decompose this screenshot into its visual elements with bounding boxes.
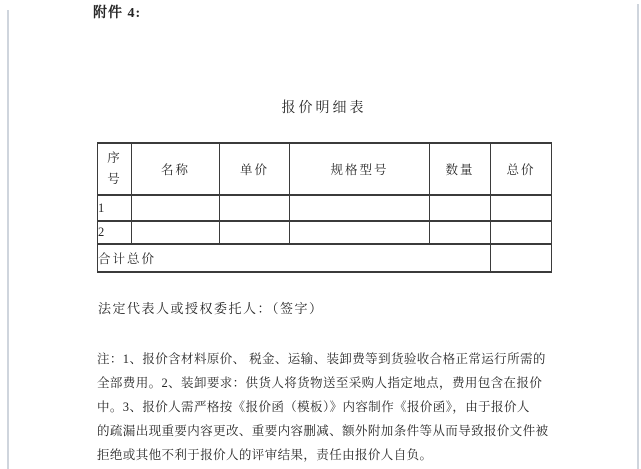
table-total-row [98,244,552,272]
table-row-1 [98,195,552,221]
page-edge-right [637,4,639,469]
header-seq-label: 序号 [107,151,122,186]
note-line-4: 的疏漏出现重要内容更改、重要内容删减、额外附加条件等从而导致报价文件被 [97,424,549,438]
row2-spec-cell [290,221,430,244]
quotation-table [97,142,552,273]
note-line-1: 注：1、报价含材料原价、 税金、运输、装卸费等到货验收合格正常运行所需的 [97,352,546,366]
notes-paragraph [97,347,555,467]
row2-name-cell [132,221,220,244]
header-cell-spec: 规格型号 [290,143,430,195]
total-value-cell [491,244,552,272]
row2-qty-cell [430,221,491,244]
row1-unit-price-cell [220,195,290,221]
row1-name-cell [132,195,220,221]
note-line-5: 拒绝或其他不利于报价人的评审结果，责任由报价人自负。 [97,448,433,462]
note-line-2: 全部费用。2、装卸要求：供货人将货物送至采购人指定地点，费用包含在报价 [97,376,543,390]
row2-unit-price-cell [220,221,290,244]
row1-total-cell [491,195,552,221]
header-cell-qty: 数量 [430,143,491,195]
attachment-label: 附件 4: [93,6,142,21]
note-line-3: 中。3、报价人需严格按《报价函（模板）》内容制作《报价函》，由于报价人 [97,400,530,414]
row2-seq-cell: 2 [98,221,132,244]
header-cell-unit-price: 单价 [220,143,290,195]
document-title: 报价明细表 [281,101,367,116]
table-row-2 [98,221,552,244]
page-edge-left [7,10,9,469]
table-header-row [98,143,552,195]
header-cell-seq [98,143,132,195]
total-label-cell: 合计总价 [98,244,491,272]
signature-line: 法定代表人或授权委托人：（签字） [98,301,324,316]
row1-spec-cell [290,195,430,221]
row1-qty-cell [430,195,491,221]
header-cell-total: 总价 [491,143,552,195]
row2-total-cell [491,221,552,244]
row1-seq-cell: 1 [98,195,132,221]
header-cell-name: 名称 [132,143,220,195]
